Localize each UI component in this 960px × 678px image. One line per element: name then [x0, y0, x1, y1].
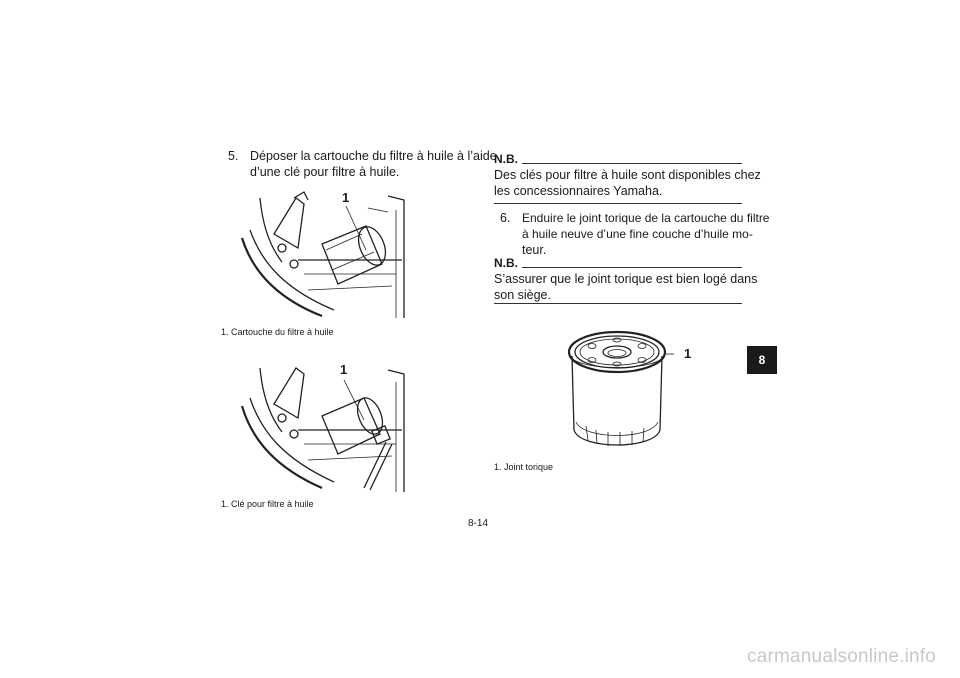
step-5	[228, 148, 497, 182]
step-text-line-1: Enduire le joint torique de la cartouche du filtre	[522, 211, 770, 225]
step-text-line-2: à huile neuve d’une fine couche d’huile mo-	[522, 227, 753, 241]
page-number: 8-14	[468, 518, 489, 529]
step-number: 5.	[228, 149, 239, 163]
step-text-line-2: d’une clé pour filtre à huile.	[250, 165, 400, 179]
note-1	[494, 152, 761, 204]
figure-3-callout: 1	[684, 346, 692, 361]
note-2-heading: N.B.	[494, 256, 518, 270]
watermark: carmanualsonline.info	[747, 646, 937, 667]
step-number: 6.	[500, 211, 511, 225]
note-1-top-rule	[522, 163, 742, 164]
o-ring-filter-illustration	[562, 322, 674, 454]
figure-1-caption: 1. Cartouche du filtre à huile	[221, 327, 334, 337]
chapter-tab: 8	[747, 346, 777, 374]
note-2-line-1: S’assurer que le joint torique est bien logé dans	[494, 272, 758, 286]
step-text-line-3: teur.	[522, 243, 547, 257]
figure-3-caption: 1. Joint torique	[494, 462, 554, 472]
figure-1-callout: 1	[342, 190, 350, 205]
note-2-top-rule	[522, 267, 742, 268]
figure-2-callout: 1	[340, 362, 348, 377]
note-1-bottom-rule	[494, 203, 742, 204]
note-1-line-1: Des clés pour filtre à huile sont disponibles chez	[494, 168, 761, 182]
oil-filter-cartridge-illustration	[238, 190, 414, 320]
note-2-line-2: son siège.	[494, 288, 551, 302]
step-text-line-1: Déposer la cartouche du filtre à huile à l’aide	[250, 149, 497, 163]
step-6	[500, 210, 770, 260]
oil-filter-wrench-illustration	[238, 364, 414, 494]
figure-2-caption: 1. Clé pour filtre à huile	[221, 499, 314, 509]
note-1-line-2: les concessionnaires Yamaha.	[494, 184, 663, 198]
note-2	[494, 256, 758, 306]
note-2-bottom-rule	[494, 303, 742, 304]
note-1-heading: N.B.	[494, 152, 518, 166]
